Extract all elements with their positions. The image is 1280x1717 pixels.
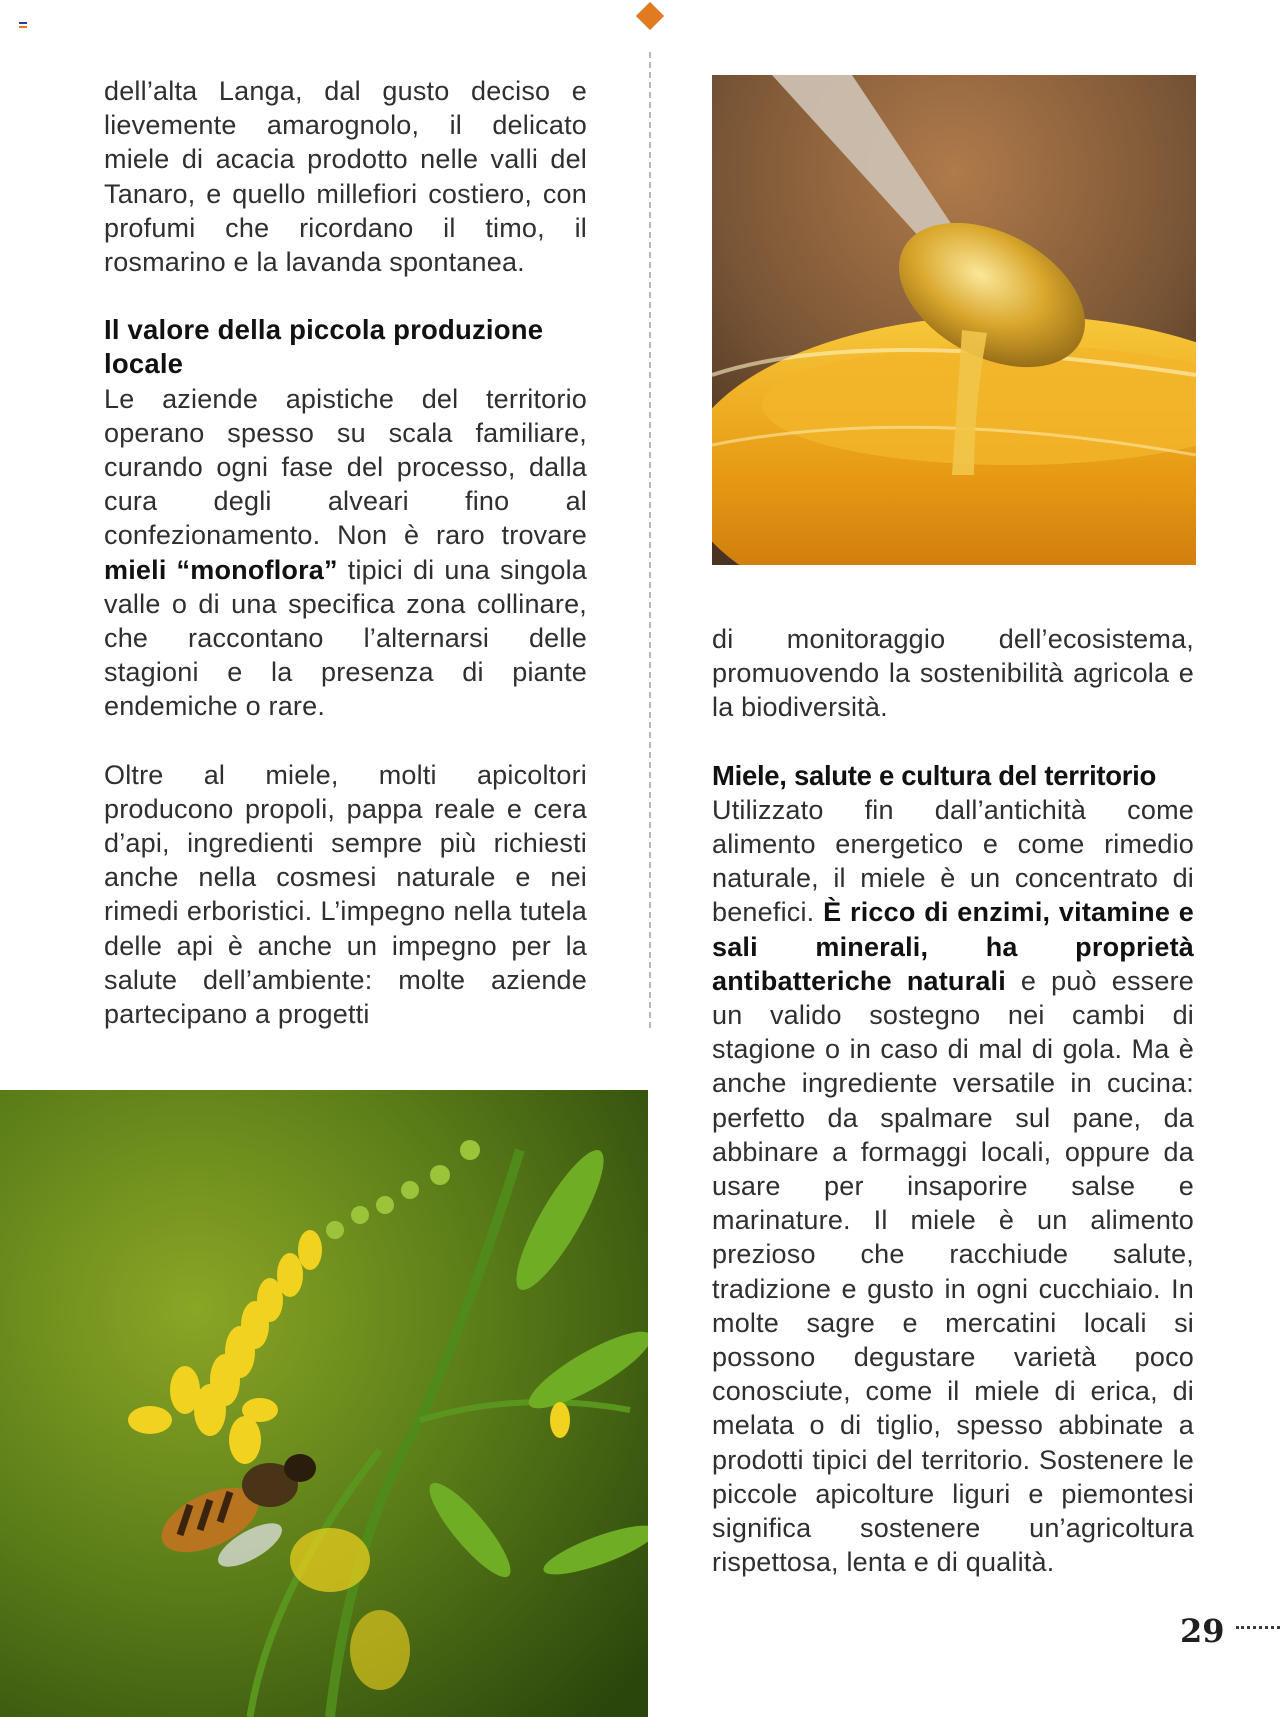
- local-production-paragraph: Le aziende apistiche del territorio operano spesso su scala familiare, curando ogni fase del processo, dalla cura degli alveari fino al confezionamento. Non è raro trovare mieli “monoflora” tipici di una singola valle o di una specifica zona collinare, che raccontano l’alternarsi delle stagioni e la presenza di piante endemiche o rare.: [104, 383, 587, 722]
- intro-paragraph: dell’alta Langa, dal gusto deciso e lievemente amarognolo, il delicato miele di acacia prodotto nelle valli del Tanaro, e quello millefiori costiero, con profumi che ricordano il timo, il rosmarino e la lavanda spontanea.: [104, 76, 587, 278]
- right-column: [712, 622, 1194, 1579]
- corner-logo-mark: [19, 22, 27, 28]
- byproducts-paragraph: Oltre al miele, molti apicoltori producono propoli, pappa reale e cera d’api, ingredienti sempre più richiesti anche nella cosmesi naturale e nei rimedi erboristici. L’impegno nella tutela delle api è anche un impegno per la salute dell’ambiente: molte aziende partecipano a progetti: [104, 759, 587, 1030]
- page-number-dots: [1236, 1612, 1280, 1629]
- section-heading-health-culture: Miele, salute e cultura del territorio: [712, 759, 1157, 791]
- monoflora-emphasis: mieli “monoflora”: [104, 554, 338, 585]
- page-number: 29: [1180, 1612, 1225, 1650]
- left-column: [104, 74, 587, 1031]
- bee-on-clover-photo: [0, 1090, 648, 1717]
- diamond-ornament-icon: [636, 2, 664, 30]
- column-divider: [649, 52, 651, 1028]
- health-culture-paragraph: Utilizzato fin dall’antichità come alimento energetico e come rimedio naturale, il miele è un concentrato di benefici. È ricco di enzimi, vitamine e sali minerali, ha proprietà antibatteriche naturali e può essere un valido sostegno nei cambi di stagione o in caso di mal di gola. Ma è anche ingrediente versatile in cucina: perfetto da spalmare sul pane, da abbinare a formaggi locali, oppure da usare per insaporire salse e marinature. Il miele è un alimento prezioso che racchiude salute, tradizione e gusto in ogni cucchiaio. In molte sagre e mercatini locali si possono degustare varietà poco conosciute, come il miele di erica, di melata o di tiglio, spesso abbinate a prodotti tipici del territorio. Sostenere le piccole apicolture liguri e piemontesi significa sostenere un’agricoltura rispettosa, lenta e di qualità.: [712, 794, 1194, 1578]
- benefits-emphasis: È ricco di enzimi, vitamine e sali minerali, ha proprietà antibatteriche naturali: [712, 897, 1194, 996]
- section-heading-local-production: Il valore della piccola produzione locale: [104, 314, 544, 380]
- continuation-paragraph: di monitoraggio dell’ecosistema, promuovendo la sostenibilità agricola e la biodiversità.: [712, 624, 1194, 723]
- honey-spoon-photo: [712, 75, 1196, 565]
